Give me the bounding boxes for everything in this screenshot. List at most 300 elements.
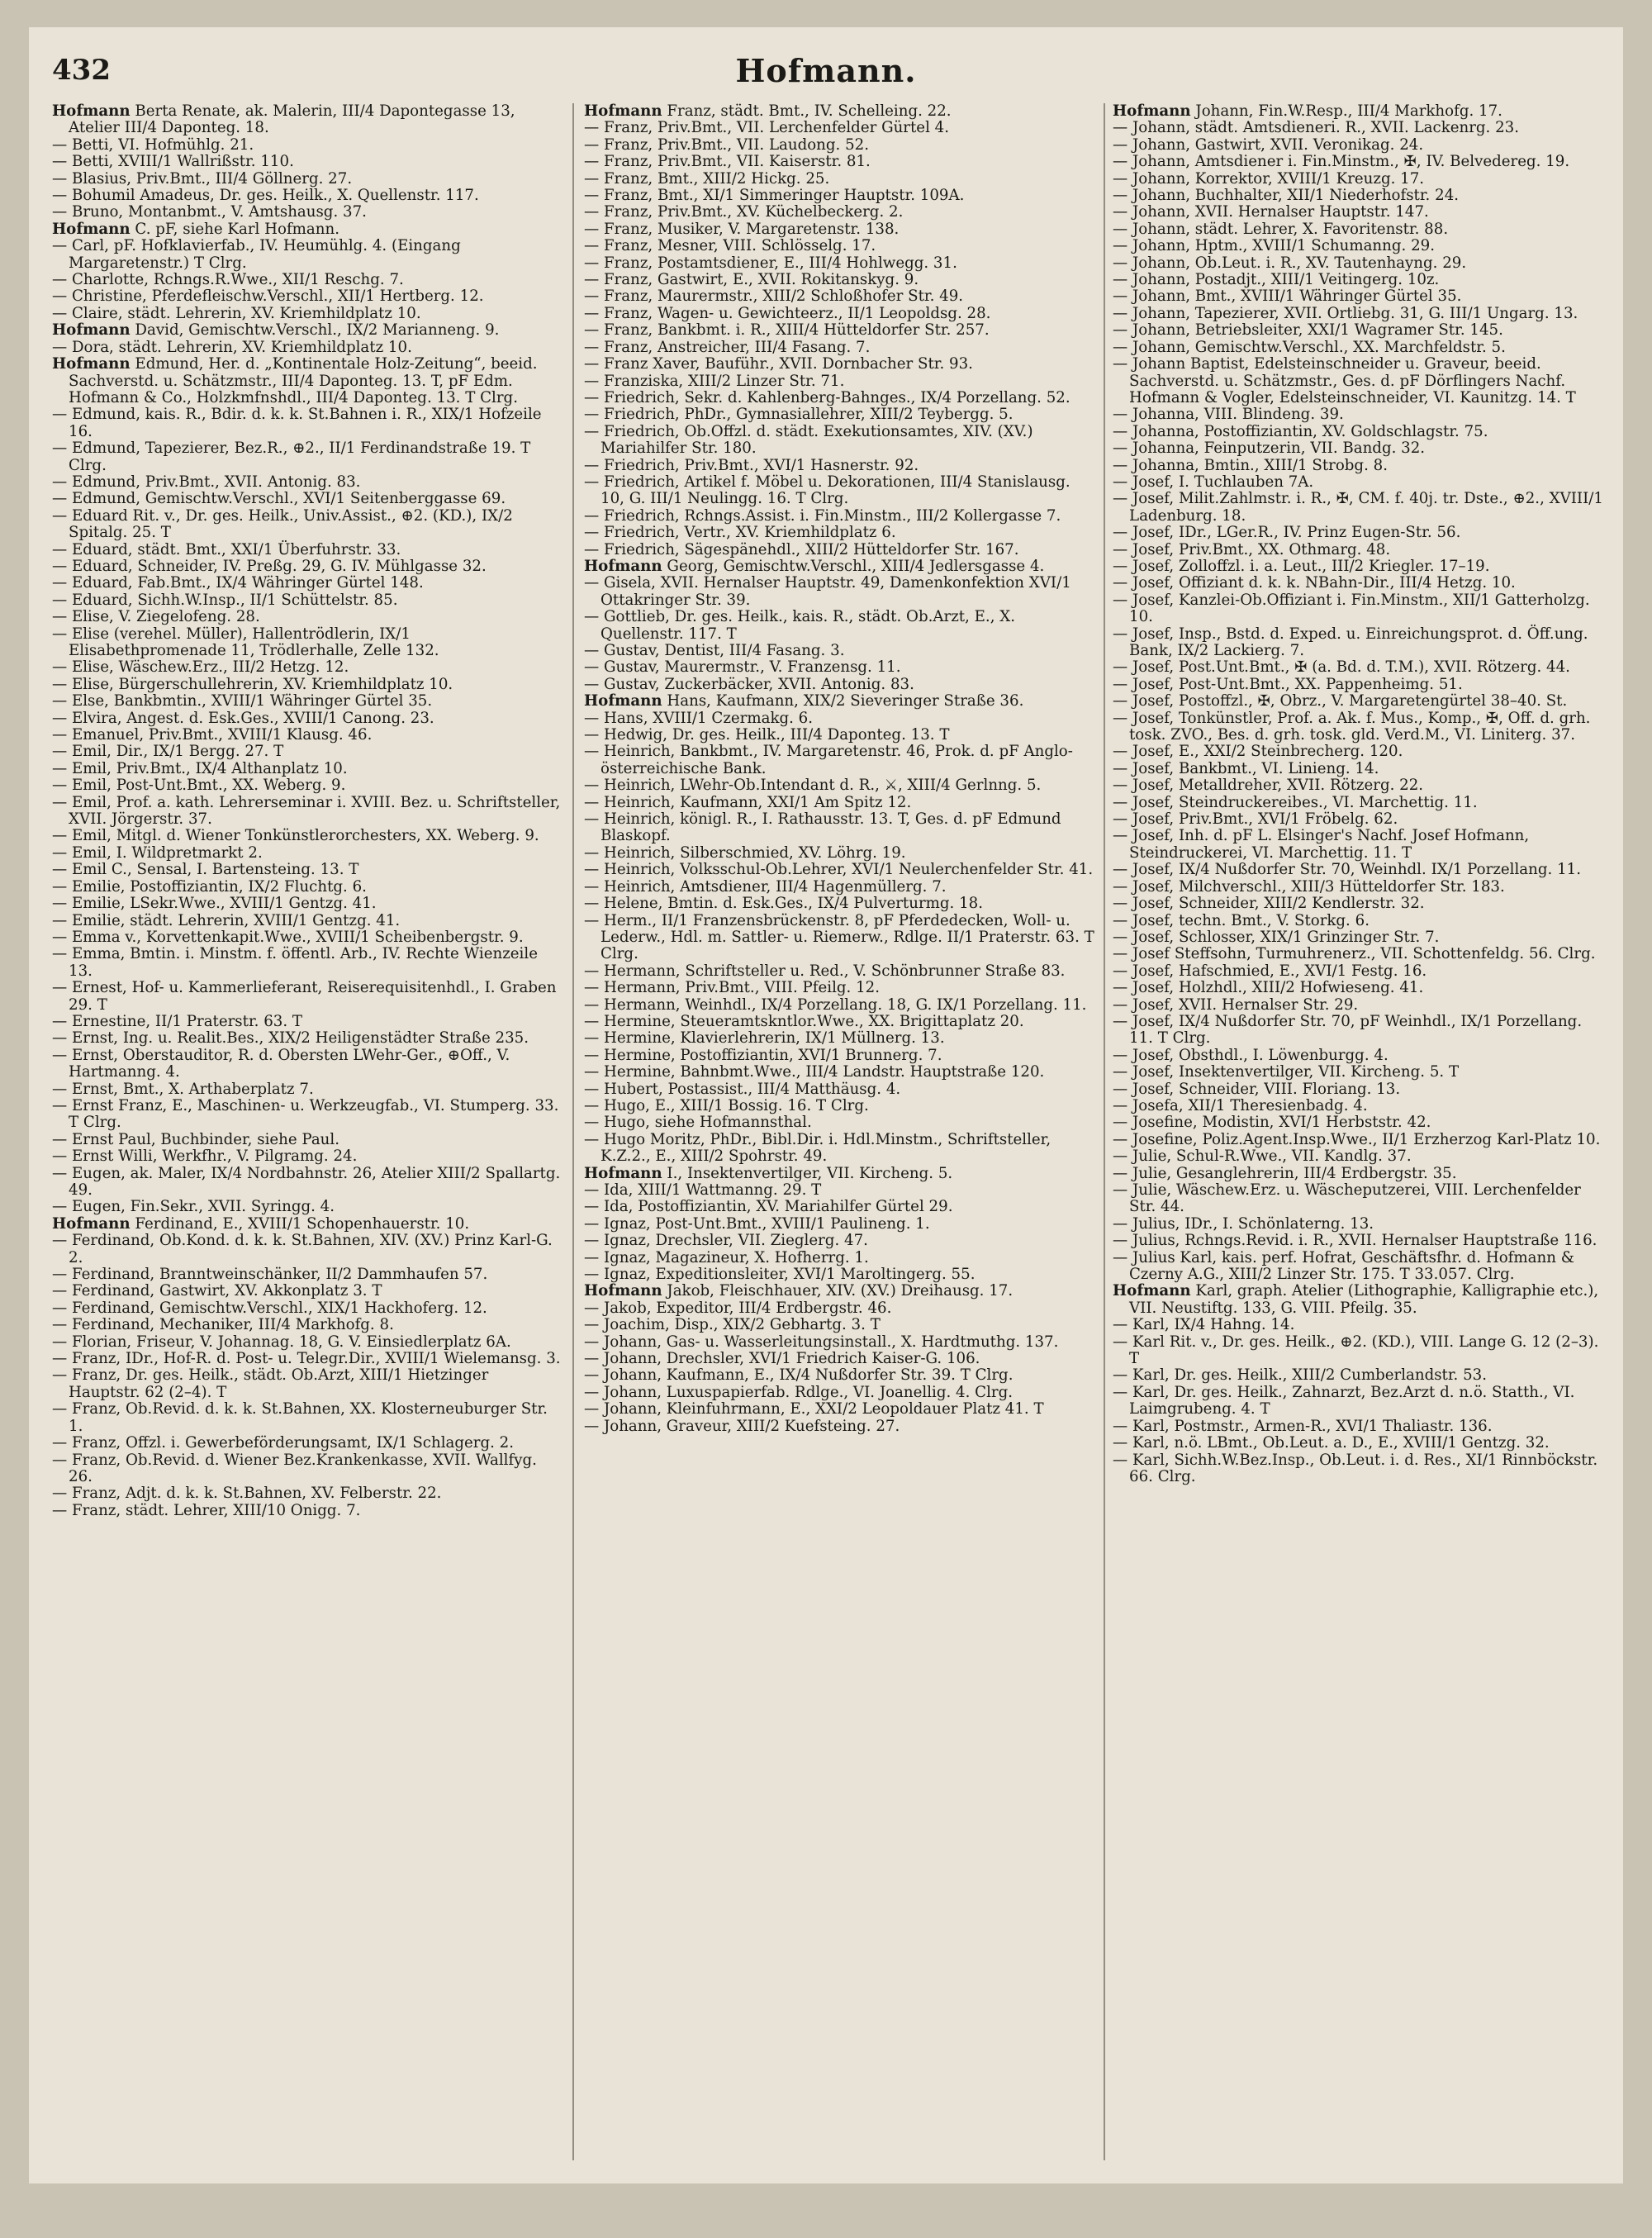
entry-text: — Franz, Priv.Bmt., VII. Lerchenfelder Gürtel 4. — [584, 119, 950, 137]
entry-text: — Karl, Postmstr., Armen-R., XVI/1 Thaliastr. 136. — [1113, 1417, 1493, 1435]
entry-text: — Julie, Schul-R.Wwe., VII. Kandlg. 37. — [1113, 1148, 1412, 1166]
entry-text: — Josef, Insp., Bstd. d. Exped. u. Einreichungsprot. d. Öff.ung. Bank, IX/2 Lackierg. 7. — [1113, 625, 1588, 659]
surname-heading: Hofmann — [584, 1164, 662, 1182]
directory-entry — [1113, 980, 1605, 996]
directory-entry — [52, 946, 563, 980]
entry-text: — Franz, Offzl. i. Gewerbeförderungsamt, IX/1 Schlagerg. 2. — [52, 1434, 515, 1452]
entry-text: — Ernst, Ing. u. Realit.Bes., XIX/2 Heiligenstädter Straße 235. — [52, 1029, 529, 1048]
directory-entry — [52, 1233, 563, 1266]
entry-text: — Johann, Tapezierer, XVII. Ortliebg. 31, G. III/1 Ungarg. 13. — [1113, 304, 1578, 322]
entry-text: — Franz, Maurermstr., XIII/2 Schloßhofer Str. 49. — [584, 287, 964, 306]
entry-text: Johann, Fin.W.Resp., III/4 Markhofg. 17. — [1195, 103, 1502, 120]
surname-heading: Hofmann — [584, 1282, 662, 1300]
directory-entry — [1113, 1385, 1605, 1418]
directory-entry — [1113, 221, 1605, 238]
directory-entry — [52, 1048, 563, 1081]
entry-text: — Hans, XVIII/1 Czermakg. 6. — [584, 709, 814, 727]
directory-entry — [584, 474, 1094, 508]
entry-text: — Franz, Bankbmt. i. R., XIII/4 Hütteldorfer Str. 257. — [584, 321, 990, 340]
directory-entry — [584, 862, 1094, 878]
directory-entry — [584, 879, 1094, 896]
entry-text: — Ernst Paul, Buchbinder, siehe Paul. — [52, 1130, 339, 1148]
entry-text: Edmund, Her. d. „Kontinentale Holz-Zeitung“, beeid. Sachverstd. u. Schätzmstr., III/4 Daponteg. 13. T, pF Edm. Hofmann & Co., Holzkmfnshdl., III/4 Daponteg. 13. T Clrg. — [69, 355, 538, 406]
entry-text: — Franz, Gastwirt, E., XVII. Rokitanskyg. 9. — [584, 271, 919, 289]
directory-entry — [1113, 491, 1605, 525]
directory-entry — [1113, 188, 1605, 204]
directory-entry — [52, 340, 563, 356]
directory-entry — [1113, 1114, 1605, 1131]
entry-text: — Friedrich, Priv.Bmt., XVI/1 Hasnerstr. 92. — [584, 456, 919, 474]
entry-text: — Josef, Hafschmied, E., XVI/1 Festg. 16. — [1113, 962, 1427, 980]
entry-text: — Ida, XIII/1 Wattmanng. 29. T — [584, 1181, 822, 1199]
directory-entry — [52, 677, 563, 693]
entry-text: — Johann, Kaufmann, E., IX/4 Nußdorfer Str. 39. T Clrg. — [584, 1366, 1014, 1385]
directory-entry — [584, 744, 1094, 777]
entry-text: — Josef, Milit.Zahlmstr. i. R., ✠, CM. f. 40j. tr. Dste., ⊕2., XVIII/1 Ladenburg. 18. — [1113, 490, 1603, 525]
directory-entry — [1113, 474, 1605, 491]
surname-heading: Hofmann — [52, 220, 131, 238]
entry-text: — Josef, Priv.Bmt., XX. Othmarg. 48. — [1113, 540, 1391, 558]
directory-entry — [584, 390, 1094, 406]
entry-text: — Johann Baptist, Edelsteinschneider u. Graveur, beeid. Sachverstd. u. Schätzmstr., Ges. d. pF Dörflingers Nachf. Hofmann & Vogler, Edelsteinschneider, VI. Kaunitzg. 14. T — [1113, 355, 1576, 406]
directory-entry — [52, 221, 563, 238]
directory-entry — [1113, 592, 1605, 626]
entry-text: — Jakob, Expeditor, III/4 Erdbergstr. 46. — [584, 1299, 892, 1317]
entry-text: — Johanna, Bmtin., XIII/1 Strobg. 8. — [1113, 456, 1388, 474]
directory-entry — [584, 120, 1094, 136]
entry-text: — Bohumil Amadeus, Dr. ges. Heilk., X. Quellenstr. 117. — [52, 187, 479, 205]
entry-text: — Josef, Post-Unt.Bmt., XX. Pappenheimg. 51. — [1113, 675, 1463, 693]
entry-text: — Johann, Amtsdiener i. Fin.Minstm., ✠, IV. Belvedereg. 19. — [1113, 153, 1570, 171]
directory-entry — [1113, 1216, 1605, 1233]
entry-text: — Charlotte, Rchngs.R.Wwe., XII/1 Reschg. 7. — [52, 271, 404, 289]
directory-entry — [584, 188, 1094, 204]
directory-entry — [584, 795, 1094, 811]
entry-text: — Hermann, Schriftsteller u. Red., V. Schönbrunner Straße 83. — [584, 962, 1066, 980]
page-title: Hofmann. — [735, 52, 917, 89]
directory-entry — [52, 154, 563, 170]
directory-entry — [584, 1166, 1094, 1182]
entry-text: — Herm., II/1 Franzensbrückenstr. 8, pF Pferdedecken, Woll- u. Lederw., Hdl. m. Sattler- u. Riemerw., Rdlge. II/1 Praterstr. 63. T Clrg. — [584, 911, 1094, 963]
entry-text: — Ignaz, Expeditionsleiter, XVI/1 Maroltingerg. 55. — [584, 1266, 976, 1284]
entry-text: — Karl, Sichh.W.Bez.Insp., Ob.Leut. i. d. Res., XI/1 Rinnböckstr. 66. Clrg. — [1113, 1451, 1598, 1485]
directory-entry — [1113, 1081, 1605, 1098]
entry-text: — Franz, Anstreicher, III/4 Fasang. 7. — [584, 338, 871, 356]
entry-text: — Ferdinand, Gastwirt, XV. Akkonplatz 3. T — [52, 1282, 382, 1300]
entry-text: — Gustav, Maurermstr., V. Franzensg. 11. — [584, 658, 901, 677]
directory-entry — [1113, 1317, 1605, 1333]
directory-entry — [1113, 154, 1605, 170]
entry-text: — Elise, V. Ziegelofeng. 28. — [52, 608, 260, 626]
directory-entry — [584, 659, 1094, 676]
directory-entry — [1113, 677, 1605, 693]
entry-text: — Franz, Ob.Revid. d. Wiener Bez.Krankenkasse, XVII. Wallfyg. 26. — [52, 1451, 537, 1485]
directory-entry — [584, 1367, 1094, 1384]
directory-entry — [584, 811, 1094, 845]
entry-text: — Ida, Postoffiziantin, XV. Mariahilfer Gürtel 29. — [584, 1198, 953, 1216]
directory-entry — [1113, 238, 1605, 254]
directory-entry — [1113, 913, 1605, 929]
directory-entry — [1113, 204, 1605, 221]
entry-text: — Edmund, Tapezierer, Bez.R., ⊕2., II/1 Ferdinandstraße 19. T Clrg. — [52, 440, 531, 474]
directory-entry — [584, 845, 1094, 862]
entry-text: — Emanuel, Priv.Bmt., XVIII/1 Klausg. 46. — [52, 726, 373, 744]
entry-text: — Johann, Gas- u. Wasserleitungsinstall., X. Hardtmuthg. 137. — [584, 1333, 1059, 1351]
directory-entry — [1113, 575, 1605, 592]
directory-entry — [52, 845, 563, 862]
directory-entry — [1113, 1233, 1605, 1249]
directory-entry — [584, 322, 1094, 339]
directory-entry — [52, 761, 563, 777]
directory-entry — [584, 356, 1094, 373]
entry-text: — Ferdinand, Ob.Kond. d. k. k. St.Bahnen, XIV. (XV.) Prinz Karl-G. 2. — [52, 1232, 553, 1266]
entry-text: — Ernst, Oberstauditor, R. d. Obersten LWehr-Ger., ⊕Off., V. Hartmanng. 4. — [52, 1046, 510, 1081]
column-rule — [572, 103, 574, 2160]
directory-entry — [584, 643, 1094, 659]
entry-text: — Franz, Priv.Bmt., VII. Kaiserstr. 81. — [584, 153, 871, 171]
directory-entry — [1113, 744, 1605, 760]
directory-entry — [1113, 1250, 1605, 1284]
directory-entry — [1113, 879, 1605, 896]
directory-entry — [1113, 963, 1605, 980]
entry-text: — Gustav, Zuckerbäcker, XVII. Antonig. 83. — [584, 675, 914, 693]
entry-text: — Gisela, XVII. Hernalser Hauptstr. 49, Damenkonfektion XVI/1 Ottakringer Str. 39. — [584, 574, 1071, 609]
directory-entry — [52, 508, 563, 542]
page-number: 432 — [52, 54, 111, 87]
entry-text: — Franz, Bmt., XIII/2 Hickg. 25. — [584, 169, 830, 188]
entry-text: — Emil, Mitgl. d. Wiener Tonkünstlerorchesters, XX. Weberg. 9. — [52, 827, 539, 845]
entry-text: — Franz, Dr. ges. Heilk., städt. Ob.Arzt, XIII/1 Hietzinger Hauptstr. 62 (2–4). T — [52, 1366, 489, 1401]
entry-text: C. pF, siehe Karl Hofmann. — [135, 220, 339, 238]
entry-text: — Eduard Rit. v., Dr. ges. Heilk., Univ.Assist., ⊕2. (KD.), IX/2 Spitalg. 25. T — [52, 506, 513, 542]
entry-text: — Ferdinand, Gemischtw.Verschl., XIX/1 Hackhoferg. 12. — [52, 1299, 487, 1317]
surname-heading: Hofmann — [52, 1214, 131, 1233]
entry-text: — Franziska, XIII/2 Linzer Str. 71. — [584, 372, 845, 390]
directory-entry — [52, 1030, 563, 1047]
directory-entry — [1113, 171, 1605, 188]
directory-entry — [1113, 1418, 1605, 1435]
directory-entry — [1113, 946, 1605, 962]
entry-text: — Christine, Pferdefleischw.Verschl., XII/1 Hertberg. 12. — [52, 287, 484, 306]
directory-entry — [52, 626, 563, 660]
directory-entry — [52, 727, 563, 744]
entry-text: — Franz, Bmt., XI/1 Simmeringer Hauptstr. 109A. — [584, 187, 965, 205]
entry-text: — Emil, Priv.Bmt., IX/4 Althanplatz 10. — [52, 759, 348, 777]
column-rule — [1104, 103, 1105, 2160]
directory-entry — [52, 659, 563, 676]
entry-text: — Johann, Betriebsleiter, XXI/1 Wagramer Str. 145. — [1113, 321, 1503, 340]
entry-text: — Josef, Postoffzl., ✠, Obrz., V. Margaretengürtel 38–40. St. — [1113, 692, 1568, 710]
directory-entry — [1113, 424, 1605, 440]
entry-text: — Elise, Bürgerschullehrerin, XV. Kriemhildplatz 10. — [52, 675, 453, 693]
directory-entry — [1113, 929, 1605, 946]
entry-text: — Julius, IDr., I. Schönlaterng. 13. — [1113, 1214, 1374, 1233]
directory-page — [29, 27, 1623, 2183]
directory-entry — [52, 1300, 563, 1317]
entry-text: — Friedrich, Sägespänehdl., XIII/2 Hütteldorfer Str. 167. — [584, 540, 1019, 558]
entry-text: — Josef, Zolloffzl. i. a. Leut., III/2 Kriegler. 17–19. — [1113, 557, 1490, 575]
entry-text: — Emma v., Korvettenkapit.Wwe., XVIII/1 Scheibenbergstr. 9. — [52, 928, 524, 946]
directory-entry — [584, 1048, 1094, 1064]
entry-text: — Elise, Wäschew.Erz., III/2 Hetzg. 12. — [52, 658, 349, 677]
surname-heading: Hofmann — [584, 692, 662, 710]
directory-entry — [52, 474, 563, 491]
entry-text: — Elvira, Angest. d. Esk.Ges., XVIII/1 Canong. 23. — [52, 709, 434, 727]
entry-text: — Julie, Gesanglehrerin, III/4 Erdbergstr. 35. — [1113, 1164, 1457, 1182]
entry-text: — Josef, Metalldreher, XVII. Rötzerg. 22. — [1113, 777, 1424, 795]
directory-entry — [1113, 255, 1605, 272]
directory-entry — [584, 424, 1094, 458]
entry-text: — Edmund, Priv.Bmt., XVII. Antonig. 83. — [52, 473, 361, 491]
entry-text: — Hugo Moritz, PhDr., Bibl.Dir. i. Hdl.Minstm., Schriftsteller, K.Z.2., E., XIII/2 Spohrstr. 49. — [584, 1130, 1051, 1166]
entry-text: — Franz, Ob.Revid. d. k. k. St.Bahnen, XX. Klosterneuburger Str. 1. — [52, 1400, 548, 1435]
directory-entry — [52, 1166, 563, 1200]
surname-heading: Hofmann — [52, 103, 131, 120]
entry-text: — Heinrich, Bankbmt., IV. Margaretenstr. 46, Prok. d. pF Anglo-österreichische Bank. — [584, 743, 1073, 777]
directory-entry — [584, 1199, 1094, 1215]
surname-heading: Hofmann — [1113, 1282, 1191, 1300]
entry-text: — Eduard, Schneider, IV. Preßg. 29, G. IV. Mühlgasse 32. — [52, 557, 487, 575]
directory-entry — [584, 1132, 1094, 1166]
entry-text: — Hugo, siehe Hofmannsthal. — [584, 1114, 812, 1132]
entry-text: — Hermine, Bahnbmt.Wwe., III/4 Landstr. Hauptstraße 120. — [584, 1063, 1045, 1081]
directory-entry — [52, 322, 563, 339]
entry-text: — Carl, pF. Hofklavierfab., IV. Heumühlg. 4. (Eingang Margaretenstr.) T Clrg. — [52, 237, 461, 272]
entry-text: — Friedrich, Artikel f. Möbel u. Dekorationen, III/4 Stanislausg. 10, G. III/1 Neulingg. 16. T Clrg. — [584, 473, 1070, 508]
directory-entry — [1113, 558, 1605, 575]
directory-entry — [584, 272, 1094, 288]
entry-text: — Hermann, Priv.Bmt., VIII. Pfeilg. 12. — [584, 979, 881, 997]
entry-text: — Josef, Insektenvertilger, VII. Kircheng. 5. T — [1113, 1063, 1460, 1081]
entry-text: — Hermine, Steueramtskntlor.Wwe., XX. Brigittaplatz 20. — [584, 1012, 1024, 1030]
entry-text: — Eduard, städt. Bmt., XXI/1 Überfuhrstr. 33. — [52, 540, 401, 558]
entry-text: — Heinrich, LWehr-Ob.Intendant d. R., ⚔, XIII/4 Gerlnng. 5. — [584, 777, 1042, 795]
entry-text: — Franz, Postamtsdiener, E., III/4 Hohlwegg. 31. — [584, 254, 957, 272]
entry-text: — Ernst Franz, E., Maschinen- u. Werkzeugfab., VI. Stumperg. 33. T Clrg. — [52, 1096, 559, 1132]
entry-text: — Gottlieb, Dr. ges. Heilk., kais. R., städt. Ob.Arzt, E., X. Quellenstr. 117. T — [584, 608, 1016, 643]
entry-text: — Heinrich, königl. R., I. Rathausstr. 13. T, Ges. d. pF Edmund Blaskopf. — [584, 810, 1061, 845]
directory-entry — [584, 508, 1094, 525]
directory-entry — [52, 929, 563, 946]
directory-entry — [584, 1064, 1094, 1081]
directory-entry — [52, 288, 563, 305]
directory-entry — [52, 137, 563, 154]
entry-text: — Claire, städt. Lehrerin, XV. Kriemhildplatz 10. — [52, 304, 421, 322]
directory-entry — [1113, 322, 1605, 339]
directory-entry — [1113, 103, 1605, 120]
directory-entry — [584, 1216, 1094, 1233]
directory-entry — [52, 103, 563, 137]
entry-text: — Emil, Dir., IX/1 Bergg. 27. T — [52, 743, 284, 761]
directory-entry — [584, 238, 1094, 254]
entry-text: — Josefa, XII/1 Theresienbadg. 4. — [1113, 1096, 1368, 1114]
entry-text: — Hermann, Weinhdl., IX/4 Porzellang. 18, G. IX/1 Porzellang. 11. — [584, 995, 1087, 1014]
entry-text: — Emil, Post-Unt.Bmt., XX. Weberg. 9. — [52, 777, 346, 795]
column-2 — [584, 103, 1094, 2160]
directory-entry — [52, 204, 563, 221]
entry-text: — Dora, städt. Lehrerin, XV. Kriemhildplatz 10. — [52, 338, 412, 356]
directory-entry — [52, 1401, 563, 1435]
directory-entry — [584, 1401, 1094, 1418]
column-3 — [1113, 103, 1605, 2160]
entry-text: — Josef, Priv.Bmt., XVI/1 Fröbelg. 62. — [1113, 810, 1398, 829]
directory-entry — [584, 1233, 1094, 1249]
entry-text: — Josef, IX/4 Nußdorfer Str. 70, Weinhdl. IX/1 Porzellang. 11. — [1113, 861, 1581, 879]
directory-entry — [1113, 710, 1605, 744]
directory-entry — [1113, 1334, 1605, 1368]
entry-text: — Betti, XVIII/1 Wallrißstr. 110. — [52, 153, 294, 171]
directory-entry — [584, 406, 1094, 423]
directory-entry — [1113, 761, 1605, 777]
directory-entry — [1113, 406, 1605, 423]
entry-text: — Friedrich, Rchngs.Assist. i. Fin.Minstm., III/2 Kollergasse 7. — [584, 506, 1061, 525]
directory-entry — [1113, 1098, 1605, 1114]
directory-entry — [52, 1503, 563, 1519]
directory-entry — [584, 609, 1094, 643]
directory-entry — [584, 727, 1094, 744]
directory-entry — [1113, 1452, 1605, 1486]
entry-text: — Gustav, Dentist, III/4 Fasang. 3. — [584, 642, 845, 659]
entry-text: — Eduard, Fab.Bmt., IX/4 Währinger Gürtel 148. — [52, 574, 424, 592]
directory-entry — [52, 609, 563, 625]
entry-text: Franz, städt. Bmt., IV. Schelleing. 22. — [667, 103, 952, 120]
entry-text: — Franz, Musiker, V. Margaretenstr. 138. — [584, 220, 900, 238]
entry-text: — Johanna, Feinputzerin, VII. Bandg. 32. — [1113, 440, 1426, 458]
entry-text: — Blasius, Priv.Bmt., III/4 Göllnerg. 27. — [52, 169, 353, 188]
entry-text: — Bruno, Montanbmt., V. Amtshausg. 37. — [52, 203, 367, 221]
entry-text: — Johann, Gastwirt, XVII. Veronikag. 24. — [1113, 135, 1424, 154]
entry-text: — Josef, Tonkünstler, Prof. a. Ak. f. Mus., Komp., ✠, Off. d. grh. tosk. ZVO., Bes. d. grh. tosk. gld. Verd.M., VI. Liniterg. 37. — [1113, 709, 1591, 744]
directory-entry — [52, 272, 563, 288]
entry-text: — Johann, städt. Lehrer, X. Favoritenstr. 88. — [1113, 220, 1449, 238]
entry-text: — Johanna, VIII. Blindeng. 39. — [1113, 406, 1344, 424]
directory-entry — [1113, 1367, 1605, 1384]
entry-text: — Emilie, Postoffiziantin, IX/2 Fluchtg. 6. — [52, 877, 367, 896]
surname-heading: Hofmann — [584, 557, 662, 575]
entry-text: — Karl, Dr. ges. Heilk., Zahnarzt, Bez.Arzt d. n.ö. Statth., VI. Laimgrubeng. 4. T — [1113, 1383, 1575, 1418]
directory-entry — [1113, 795, 1605, 811]
entry-text: — Ignaz, Drechsler, VII. Zieglerg. 47. — [584, 1232, 868, 1250]
directory-entry — [52, 710, 563, 727]
entry-text: — Julius, Rchngs.Revid. i. R., XVII. Hernalser Hauptstraße 116. — [1113, 1232, 1597, 1250]
entry-text: — Franz, Wagen- u. Gewichteerz., II/1 Leopoldsg. 28. — [584, 304, 991, 322]
directory-entry — [1113, 458, 1605, 474]
directory-entry — [1113, 1148, 1605, 1165]
directory-entry — [1113, 1048, 1605, 1064]
entry-text: — Franz, Mesner, VIII. Schlösselg. 17. — [584, 237, 876, 255]
directory-entry — [1113, 272, 1605, 288]
entry-text: — Else, Bankbmtin., XVIII/1 Währinger Gürtel 35. — [52, 692, 433, 710]
directory-entry — [52, 1485, 563, 1502]
entry-text: — Josef, Kanzlei-Ob.Offiziant i. Fin.Minstm., XII/1 Gatterholzg. 10. — [1113, 591, 1590, 626]
entry-text: — Hedwig, Dr. ges. Heilk., III/4 Daponteg. 13. T — [584, 726, 950, 744]
directory-entry — [52, 542, 563, 558]
entry-text: — Franz, städt. Lehrer, XIII/10 Onigg. 7. — [52, 1501, 361, 1519]
directory-entry — [1113, 340, 1605, 356]
directory-entry — [1113, 306, 1605, 322]
directory-entry — [584, 137, 1094, 154]
directory-entry — [52, 440, 563, 474]
directory-entry — [584, 255, 1094, 272]
entry-text: — Johann, Bmt., XVIII/1 Währinger Gürtel 35. — [1113, 287, 1462, 306]
directory-entry — [1113, 862, 1605, 878]
entry-text: — Josef Steffsohn, Turmuhrenerz., VII. Schottenfeldg. 56. Clrg. — [1113, 945, 1596, 963]
entry-text: — Heinrich, Kaufmann, XXI/1 Am Spitz 12. — [584, 793, 912, 811]
entry-text: — Edmund, Gemischtw.Verschl., XVI/1 Seitenberggasse 69. — [52, 490, 506, 508]
directory-entry — [1113, 1435, 1605, 1452]
entry-text: — Josef, Offiziant d. k. k. NBahn-Dir., III/4 Hetzg. 10. — [1113, 574, 1516, 592]
entry-text: — Emil, I. Wildpretmarkt 2. — [52, 843, 263, 862]
entry-text: — Edmund, kais. R., Bdir. d. k. k. St.Bahnen i. R., XIX/1 Hofzeile 16. — [52, 406, 542, 440]
directory-entry — [584, 1385, 1094, 1401]
directory-entry — [1113, 1064, 1605, 1081]
directory-entry — [1113, 997, 1605, 1014]
directory-entry — [584, 171, 1094, 188]
directory-entry — [52, 406, 563, 440]
directory-entry — [1113, 896, 1605, 912]
entry-text: — Ernestine, II/1 Praterstr. 63. T — [52, 1012, 303, 1030]
directory-entry — [52, 1014, 563, 1030]
directory-entry — [584, 913, 1094, 963]
entry-text: — Hubert, Postassist., III/4 Matthäusg. 4. — [584, 1080, 901, 1098]
entry-text: — Ferdinand, Mechaniker, III/4 Markhofg. 8. — [52, 1316, 394, 1334]
directory-entry — [584, 1250, 1094, 1266]
entry-text: — Karl, Dr. ges. Heilk., XIII/2 Cumberlandstr. 53. — [1113, 1366, 1488, 1385]
directory-entry — [52, 171, 563, 188]
entry-text: Jakob, Fleischhauer, XIV. (XV.) Dreihausg. 17. — [667, 1282, 1014, 1300]
entry-text: — Josef, I. Tuchlauben 7A. — [1113, 473, 1314, 491]
directory-entry — [584, 306, 1094, 322]
directory-entry — [52, 1367, 563, 1401]
directory-entry — [52, 575, 563, 592]
directory-entry — [52, 1216, 563, 1233]
directory-entry — [584, 340, 1094, 356]
directory-entry — [52, 1266, 563, 1283]
entry-text: — Josefine, Poliz.Agent.Insp.Wwe., II/1 Erzherzog Karl-Platz 10. — [1113, 1130, 1601, 1148]
entry-text: — Karl Rit. v., Dr. ges. Heilk., ⊕2. (KD.), VIII. Lange G. 12 (2–3). T — [1113, 1333, 1599, 1368]
surname-heading: Hofmann — [1113, 103, 1191, 120]
directory-entry — [584, 1418, 1094, 1435]
directory-entry — [584, 710, 1094, 727]
entry-text: — Ignaz, Post-Unt.Bmt., XVIII/1 Paulineng. 1. — [584, 1214, 930, 1233]
directory-entry — [1113, 1166, 1605, 1182]
directory-entry — [52, 238, 563, 272]
directory-entry — [584, 997, 1094, 1014]
entry-text: Georg, Gemischtw.Verschl., XIII/4 Jedlersgasse 4. — [667, 557, 1045, 575]
entry-text: — Eduard, Sichh.W.Insp., II/1 Schüttelstr. 85. — [52, 591, 398, 609]
directory-entry — [52, 744, 563, 760]
directory-entry — [1113, 542, 1605, 558]
entry-text: — Josef, Bankbmt., VI. Linieng. 14. — [1113, 759, 1379, 777]
entry-text: — Johann, Drechsler, XVI/1 Friedrich Kaiser-G. 106. — [584, 1350, 980, 1368]
entry-text: — Johann, Luxuspapierfab. Rdlge., VI. Joanellig. 4. Clrg. — [584, 1383, 1014, 1401]
directory-entry — [52, 306, 563, 322]
entry-text: — Franz, Priv.Bmt., VII. Laudong. 52. — [584, 135, 870, 154]
directory-entry — [584, 1030, 1094, 1047]
entry-text: — Heinrich, Silberschmied, XV. Löhrg. 19. — [584, 843, 906, 862]
directory-entry — [584, 1351, 1094, 1367]
entry-text: — Josef, Inh. d. pF L. Elsinger's Nachf. Josef Hofmann, Steindruckerei, VI. Marchettig. 11. T — [1113, 827, 1530, 862]
directory-entry — [52, 491, 563, 507]
entry-text: — Josef, Schneider, VIII. Floriang. 13. — [1113, 1080, 1401, 1098]
entry-text: — Friedrich, Sekr. d. Kahlenberg-Bahnges., IX/4 Porzellang. 52. — [584, 388, 1070, 406]
directory-entry — [52, 1283, 563, 1300]
entry-text: — Josef, Schneider, XIII/2 Kendlerstr. 32. — [1113, 895, 1425, 913]
entry-text: — Johann, Buchhalter, XII/1 Niederhofstr. 24. — [1113, 187, 1460, 205]
entry-text: — Franz Xaver, Bauführ., XVII. Dornbacher Str. 93. — [584, 355, 973, 373]
entry-text: — Karl, IX/4 Hahng. 14. — [1113, 1316, 1295, 1334]
directory-entry — [584, 525, 1094, 541]
